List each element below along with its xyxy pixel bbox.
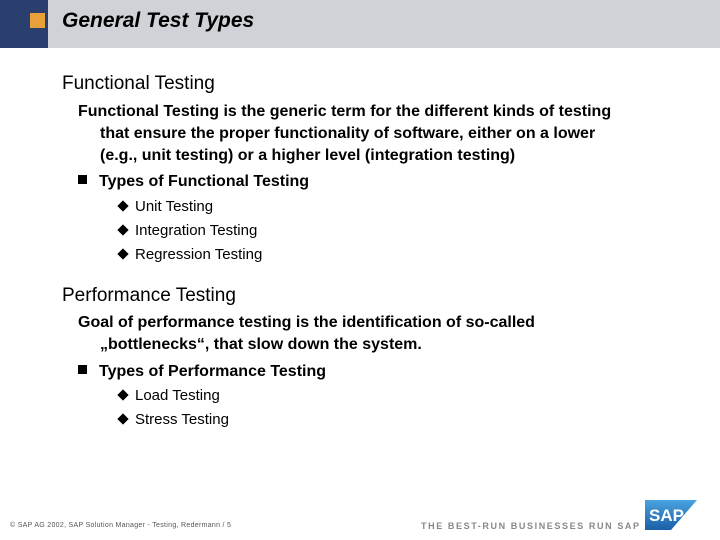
- footer-copyright: © SAP AG 2002, SAP Solution Manager - Testing, Redermann / 5: [10, 522, 232, 529]
- title-square-icon: [30, 13, 45, 28]
- list-item: [118, 386, 220, 406]
- description-line: (e.g., unit testing) or a higher level (integration testing): [100, 147, 516, 164]
- logo-text: SAP: [649, 506, 684, 525]
- performance-description: [78, 312, 688, 356]
- bullet-label: Types of Performance Testing: [99, 363, 327, 380]
- section-heading-functional: Functional Testing: [62, 73, 215, 94]
- bullet-functional-types: [78, 171, 309, 193]
- diamond-bullet-icon: [117, 224, 128, 235]
- list-item-label: Load Testing: [135, 387, 220, 404]
- square-bullet-icon: [78, 365, 88, 375]
- description-line: Functional Testing is the generic term for the different kinds of testing: [78, 103, 612, 120]
- slide-title: General Test Types: [62, 9, 255, 32]
- diamond-bullet-icon: [117, 248, 128, 259]
- list-item: [118, 410, 229, 430]
- list-item: [118, 245, 262, 265]
- square-bullet-icon: [78, 175, 88, 185]
- sap-logo-icon: [645, 500, 697, 530]
- section-heading-performance: Performance Testing: [62, 285, 236, 306]
- list-item-label: Unit Testing: [135, 198, 214, 215]
- diamond-bullet-icon: [117, 413, 128, 424]
- description-line: that ensure the proper functionality of software, either on a lower: [100, 125, 596, 142]
- bullet-performance-types: [78, 361, 326, 383]
- footer-tagline: THE BEST-RUN BUSINESSES RUN SAP: [421, 521, 641, 531]
- list-item-label: Integration Testing: [135, 222, 258, 239]
- list-item-label: Regression Testing: [135, 246, 263, 263]
- list-item: [118, 221, 257, 241]
- bullet-label: Types of Functional Testing: [99, 173, 310, 190]
- diamond-bullet-icon: [117, 389, 128, 400]
- list-item-label: Stress Testing: [135, 411, 229, 428]
- description-line: „bottlenecks“, that slow down the system.: [100, 336, 422, 353]
- functional-description: [78, 101, 688, 167]
- list-item: [118, 197, 213, 217]
- description-line: Goal of performance testing is the identification of so-called: [78, 314, 535, 331]
- diamond-bullet-icon: [117, 200, 128, 211]
